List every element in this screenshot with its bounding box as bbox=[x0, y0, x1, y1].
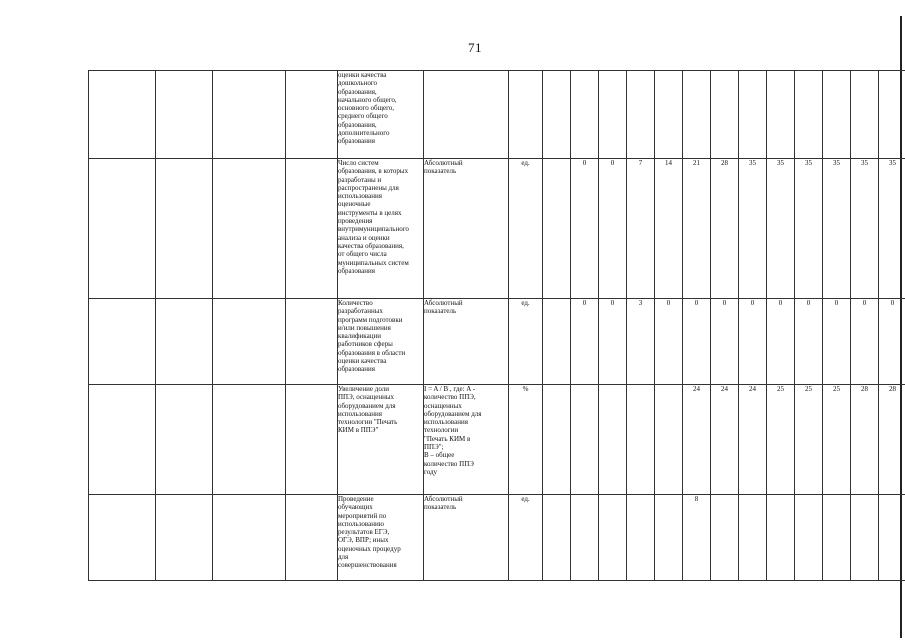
value-cell bbox=[655, 385, 683, 495]
empty-cell bbox=[213, 385, 286, 495]
indicator-name-cell bbox=[338, 495, 424, 581]
indicator-type: Абсолютный показатель bbox=[424, 495, 463, 512]
empty-cell bbox=[156, 495, 213, 581]
value-cell bbox=[543, 495, 571, 581]
value-cell: 35 bbox=[851, 159, 879, 299]
value-cell: 0 bbox=[571, 299, 599, 385]
value-cell bbox=[767, 71, 795, 159]
value-cell: 0 bbox=[879, 299, 905, 385]
value-cell bbox=[599, 71, 627, 159]
value-cell: 0 bbox=[655, 299, 683, 385]
table-row bbox=[89, 385, 905, 495]
empty-cell bbox=[286, 299, 338, 385]
empty-cell bbox=[89, 159, 156, 299]
value-cell: 0 bbox=[599, 159, 627, 299]
value-cell: 25 bbox=[795, 385, 823, 495]
unit-cell: ед. bbox=[509, 299, 543, 385]
indicator-type-cell bbox=[424, 71, 509, 159]
indicator-name-cell bbox=[338, 71, 424, 159]
value-cell: 35 bbox=[739, 159, 767, 299]
value-cell bbox=[879, 71, 905, 159]
empty-cell bbox=[156, 71, 213, 159]
value-cell bbox=[543, 299, 571, 385]
value-cell bbox=[627, 385, 655, 495]
value-cell bbox=[851, 495, 879, 581]
unit-cell: % bbox=[509, 385, 543, 495]
value-cell bbox=[795, 71, 823, 159]
empty-cell bbox=[213, 495, 286, 581]
value-cell: 0 bbox=[571, 159, 599, 299]
value-cell bbox=[571, 495, 599, 581]
indicator-type-cell bbox=[424, 495, 509, 581]
value-cell: 35 bbox=[879, 159, 905, 299]
value-cell bbox=[795, 495, 823, 581]
empty-cell bbox=[286, 385, 338, 495]
value-cell bbox=[879, 495, 905, 581]
value-cell bbox=[543, 71, 571, 159]
table-row bbox=[89, 159, 905, 299]
value-cell: 0 bbox=[795, 299, 823, 385]
value-cell: 0 bbox=[767, 299, 795, 385]
empty-cell bbox=[286, 495, 338, 581]
value-cell bbox=[655, 495, 683, 581]
value-cell bbox=[571, 385, 599, 495]
value-cell: 24 bbox=[683, 385, 711, 495]
value-cell: 0 bbox=[711, 299, 739, 385]
value-cell bbox=[739, 71, 767, 159]
unit-cell bbox=[509, 71, 543, 159]
empty-cell bbox=[89, 71, 156, 159]
indicator-table bbox=[88, 70, 905, 581]
indicator-type-cell bbox=[424, 159, 509, 299]
value-cell bbox=[543, 385, 571, 495]
value-cell: 35 bbox=[795, 159, 823, 299]
empty-cell bbox=[156, 385, 213, 495]
value-cell bbox=[655, 71, 683, 159]
value-cell bbox=[767, 495, 795, 581]
value-cell: 0 bbox=[739, 299, 767, 385]
indicator-type: Абсолютный показатель bbox=[424, 299, 463, 316]
value-cell: 0 bbox=[683, 299, 711, 385]
empty-cell bbox=[156, 159, 213, 299]
value-cell bbox=[683, 71, 711, 159]
value-cell: 0 bbox=[599, 299, 627, 385]
value-cell bbox=[739, 495, 767, 581]
value-cell: 24 bbox=[711, 385, 739, 495]
value-cell bbox=[571, 71, 599, 159]
table-row bbox=[89, 299, 905, 385]
indicator-name-cell bbox=[338, 299, 424, 385]
value-cell: 28 bbox=[711, 159, 739, 299]
empty-cell bbox=[89, 299, 156, 385]
value-cell: 35 bbox=[823, 159, 851, 299]
empty-cell bbox=[89, 385, 156, 495]
value-cell: 14 bbox=[655, 159, 683, 299]
indicator-name: Проведение обучающих мероприятий по использованию результатов ЕГЭ, ОГЭ, ВПР; иных оценочных процедур для совершенствования bbox=[338, 495, 401, 570]
value-cell: 8 bbox=[683, 495, 711, 581]
value-cell: 25 bbox=[767, 385, 795, 495]
value-cell: 0 bbox=[823, 299, 851, 385]
unit-cell: ед. bbox=[509, 495, 543, 581]
indicator-name-cell bbox=[338, 385, 424, 495]
indicator-name: Увеличение доли ППЭ, оснащенных оборудованием для использования технологии "Печать КИМ в ППЭ" bbox=[338, 385, 398, 435]
value-cell bbox=[823, 71, 851, 159]
value-cell bbox=[851, 71, 879, 159]
indicator-name: оценки качества дошкольного образования, начального общего, основного общего, среднего общего образования, дополнительного образования bbox=[338, 71, 397, 146]
indicator-name: Число систем образования, в которых разработаны и распространены для использования оценочные инструменты в целях проведения внутримуниципального анализа и оценки качества образования, от общего числа муниципальных систем образования bbox=[338, 159, 409, 275]
value-cell bbox=[627, 495, 655, 581]
empty-cell bbox=[286, 71, 338, 159]
table-row bbox=[89, 495, 905, 581]
empty-cell bbox=[213, 159, 286, 299]
empty-cell bbox=[89, 495, 156, 581]
unit-cell: ед. bbox=[509, 159, 543, 299]
value-cell bbox=[711, 495, 739, 581]
indicator-name: Количество разработанных программ подготовки и/или повышения квалификации работников сферы образования в области оценки качества образования bbox=[338, 299, 406, 374]
value-cell: 28 bbox=[851, 385, 879, 495]
empty-cell bbox=[156, 299, 213, 385]
value-cell: 7 bbox=[627, 159, 655, 299]
indicator-type-cell bbox=[424, 299, 509, 385]
table-row bbox=[89, 71, 905, 159]
value-cell bbox=[599, 495, 627, 581]
value-cell: 0 bbox=[851, 299, 879, 385]
value-cell: 21 bbox=[683, 159, 711, 299]
empty-cell bbox=[286, 159, 338, 299]
value-cell bbox=[711, 71, 739, 159]
indicator-type: I = A / B , где: A - количество ППЭ, оснащенных оборудованием для использования технологии "Печать КИМ в ППЭ"; B – общее количество ППЭ году bbox=[424, 385, 482, 476]
value-cell: 35 bbox=[767, 159, 795, 299]
indicator-name-cell bbox=[338, 159, 424, 299]
indicator-type: Абсолютный показатель bbox=[424, 159, 463, 176]
empty-cell bbox=[213, 71, 286, 159]
indicator-type-cell bbox=[424, 385, 509, 495]
page-number: 71 bbox=[468, 40, 482, 55]
value-cell bbox=[823, 495, 851, 581]
value-cell: 25 bbox=[823, 385, 851, 495]
value-cell: 28 bbox=[879, 385, 905, 495]
empty-cell bbox=[213, 299, 286, 385]
value-cell: 24 bbox=[739, 385, 767, 495]
value-cell bbox=[543, 159, 571, 299]
value-cell bbox=[599, 385, 627, 495]
value-cell: 3 bbox=[627, 299, 655, 385]
value-cell bbox=[627, 71, 655, 159]
